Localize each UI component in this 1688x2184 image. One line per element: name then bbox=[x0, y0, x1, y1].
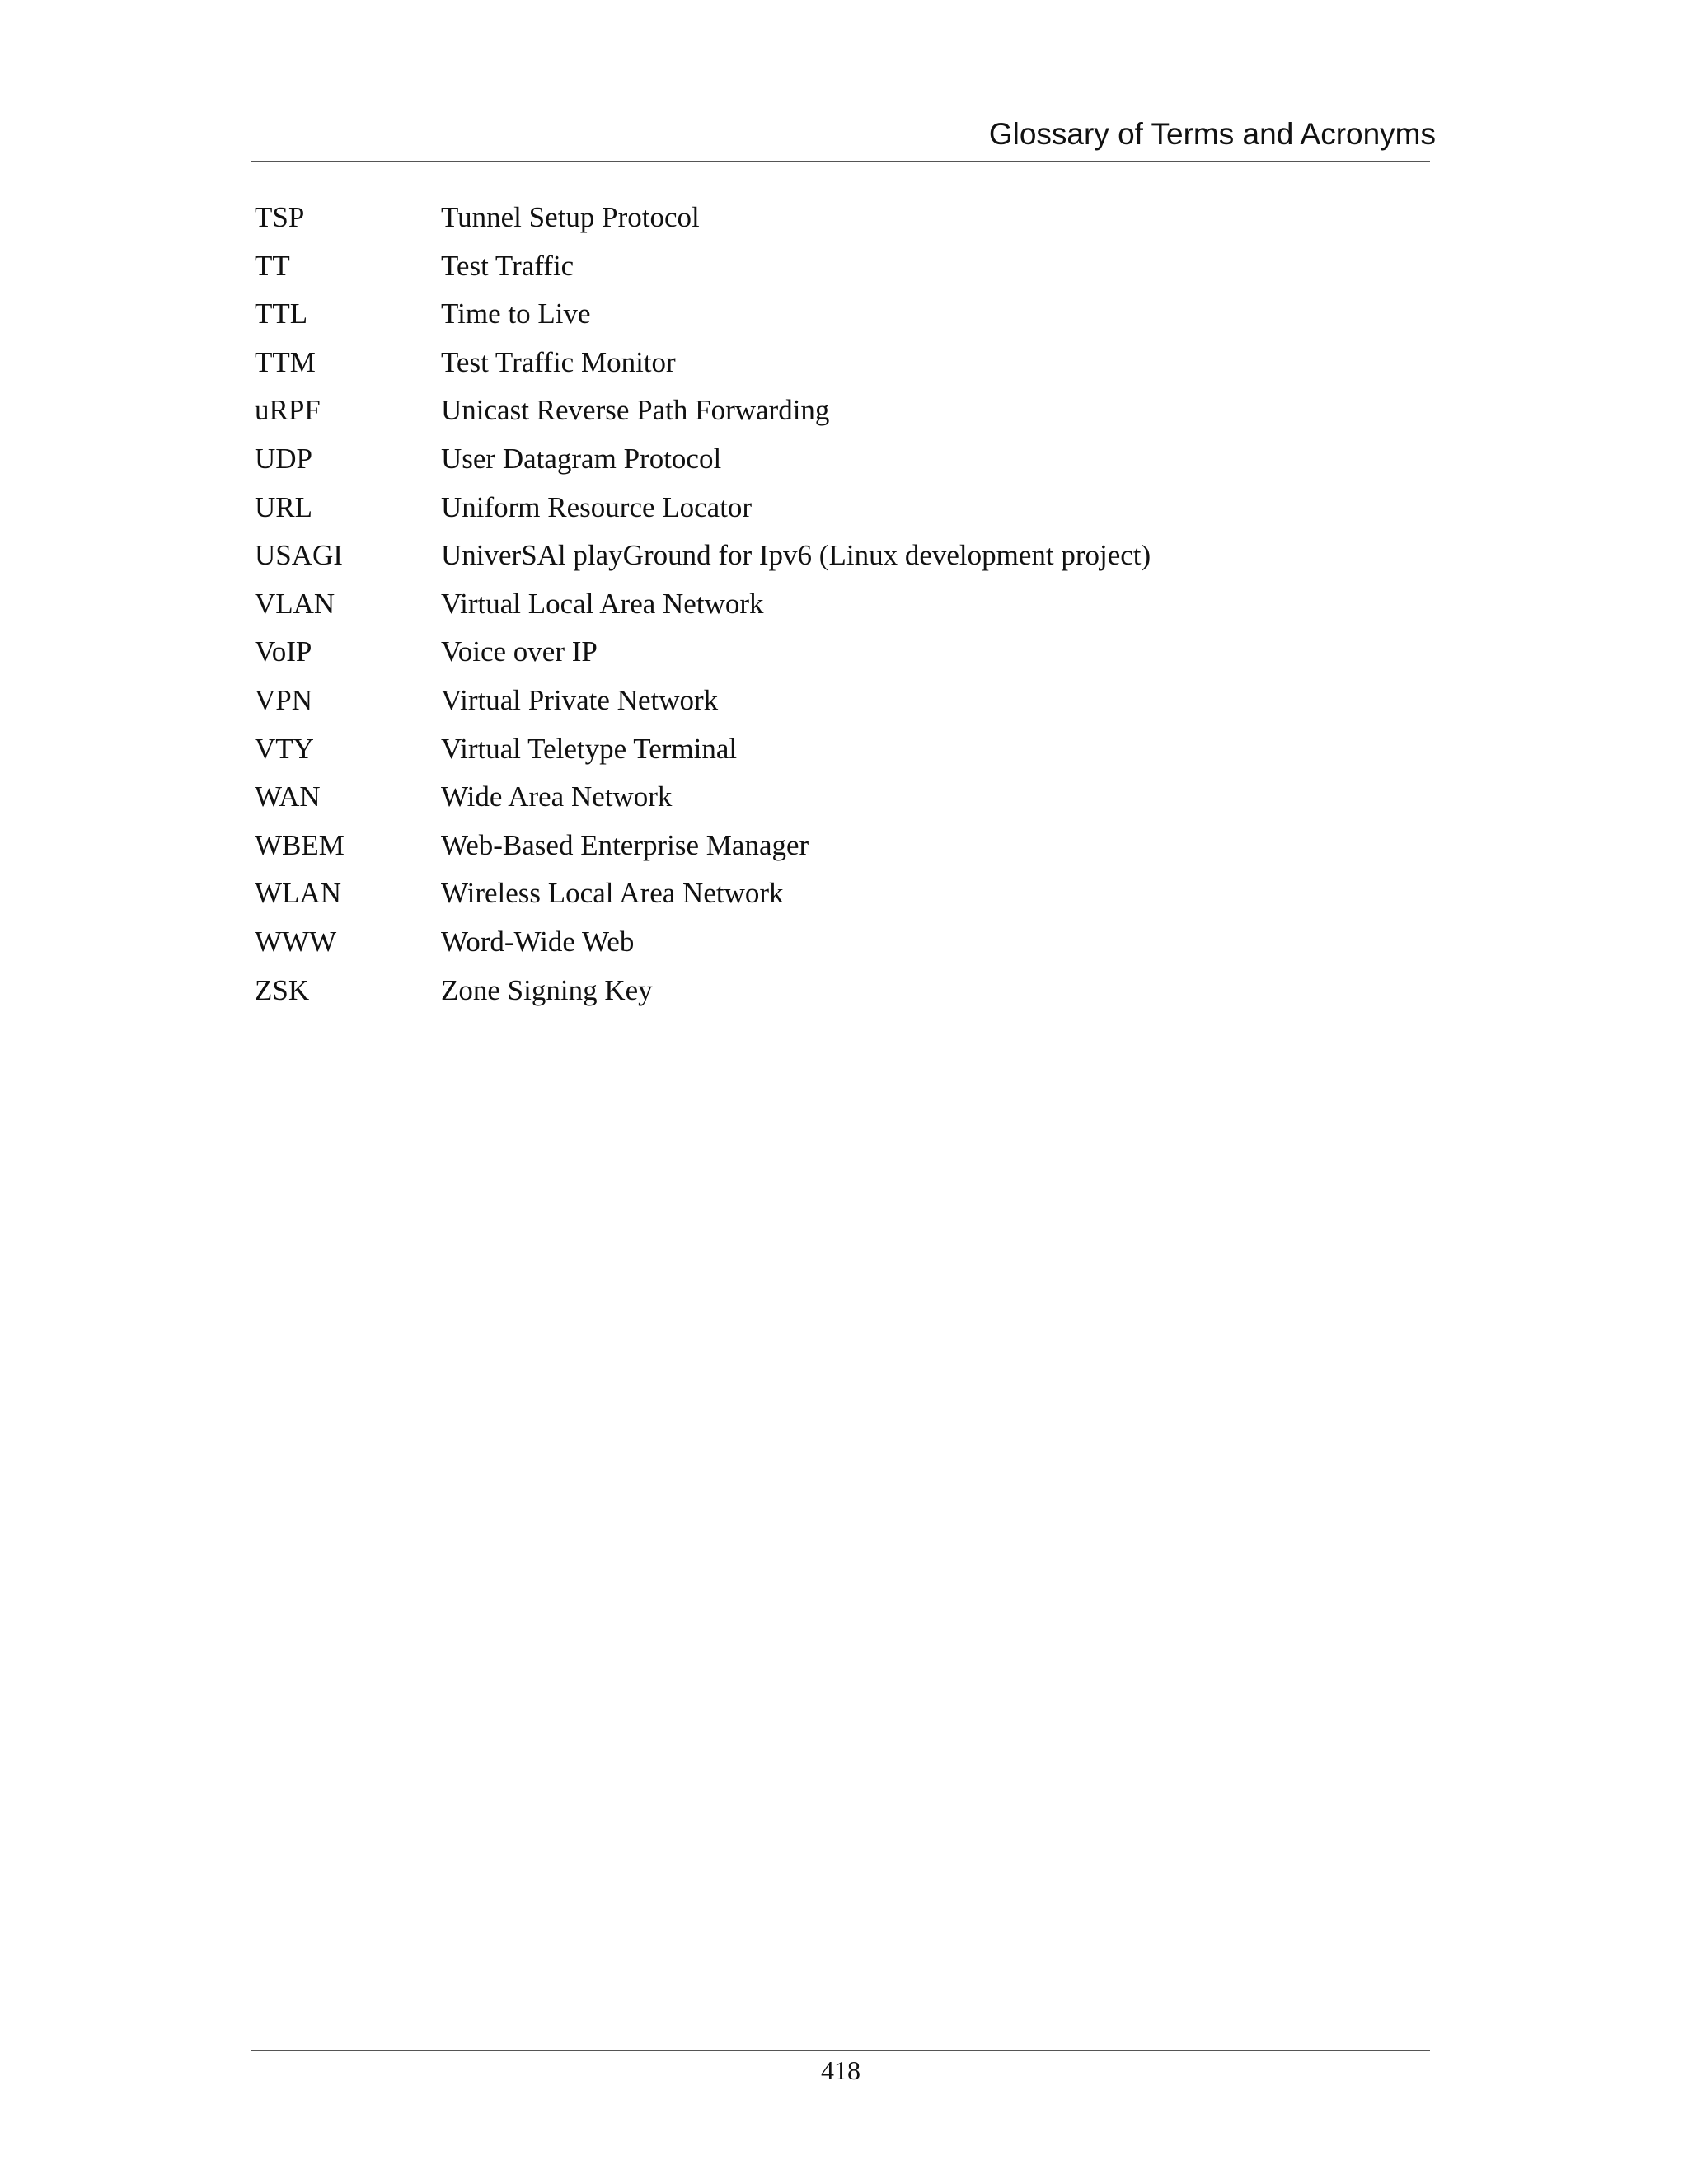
glossary-term: UDP bbox=[255, 442, 313, 475]
glossary-term: TT bbox=[255, 249, 290, 282]
glossary-definition: Time to Live bbox=[441, 298, 591, 330]
glossary-definition: Virtual Private Network bbox=[441, 683, 719, 716]
glossary-definition: Test Traffic Monitor bbox=[441, 345, 676, 378]
glossary-definition: Tunnel Setup Protocol bbox=[441, 201, 700, 233]
glossary-definition: Uniform Resource Locator bbox=[441, 490, 753, 523]
glossary-entry bbox=[255, 973, 1425, 1024]
glossary-definition: UniverSAl playGround for Ipv6 (Linux development project) bbox=[441, 539, 1151, 572]
glossary-entry bbox=[255, 782, 1425, 831]
glossary-entry bbox=[255, 541, 1425, 589]
glossary-entry bbox=[255, 396, 1425, 444]
glossary-definition: Web-Based Enterprise Manager bbox=[441, 828, 809, 861]
glossary-definition: Voice over IP bbox=[441, 635, 598, 668]
glossary-term: USAGI bbox=[255, 539, 343, 572]
glossary-term: WBEM bbox=[255, 828, 345, 861]
glossary-term: WWW bbox=[255, 925, 337, 958]
glossary-definition: User Datagram Protocol bbox=[441, 442, 722, 475]
glossary-entry bbox=[255, 444, 1425, 493]
glossary-entry bbox=[255, 734, 1425, 783]
glossary-entry bbox=[255, 490, 1425, 541]
glossary-term: TTL bbox=[255, 298, 308, 330]
glossary-term: TSP bbox=[255, 201, 305, 233]
glossary-term: WAN bbox=[255, 780, 321, 813]
glossary-term: uRPF bbox=[255, 394, 321, 427]
glossary-definition: Test Traffic bbox=[441, 249, 574, 282]
glossary-term: ZSK bbox=[255, 973, 310, 1006]
glossary-definition: Unicast Reverse Path Forwarding bbox=[441, 394, 830, 427]
glossary-entry bbox=[255, 589, 1425, 638]
glossary-definition: Virtual Teletype Terminal bbox=[441, 732, 738, 765]
glossary-definition: Virtual Local Area Network bbox=[441, 587, 764, 620]
glossary-term: VLAN bbox=[255, 587, 335, 620]
glossary-entry bbox=[255, 879, 1425, 927]
glossary-entry bbox=[255, 927, 1425, 976]
glossary-term: VTY bbox=[255, 732, 314, 765]
glossary-entry bbox=[255, 683, 1425, 734]
glossary-entry bbox=[255, 828, 1425, 879]
glossary-entry bbox=[255, 345, 1425, 396]
footer-divider bbox=[251, 2050, 1430, 2051]
glossary-term: VoIP bbox=[255, 635, 312, 668]
glossary-list bbox=[255, 203, 1425, 1024]
glossary-definition: Wireless Local Area Network bbox=[441, 877, 784, 910]
glossary-definition: Word-Wide Web bbox=[441, 925, 635, 958]
page-number: 418 bbox=[821, 2055, 860, 2085]
glossary-term: VPN bbox=[255, 683, 313, 716]
glossary-term: TTM bbox=[255, 345, 316, 378]
glossary-entry bbox=[255, 203, 1425, 251]
glossary-entry bbox=[255, 251, 1425, 300]
glossary-term: WLAN bbox=[255, 877, 341, 910]
glossary-definition: Wide Area Network bbox=[441, 780, 673, 813]
glossary-entry bbox=[255, 299, 1425, 348]
glossary-term: URL bbox=[255, 490, 312, 523]
glossary-definition: Zone Signing Key bbox=[441, 973, 653, 1006]
glossary-entry bbox=[255, 637, 1425, 686]
header-divider bbox=[251, 161, 1430, 162]
page-header-title: Glossary of Terms and Acronyms bbox=[988, 117, 1436, 151]
